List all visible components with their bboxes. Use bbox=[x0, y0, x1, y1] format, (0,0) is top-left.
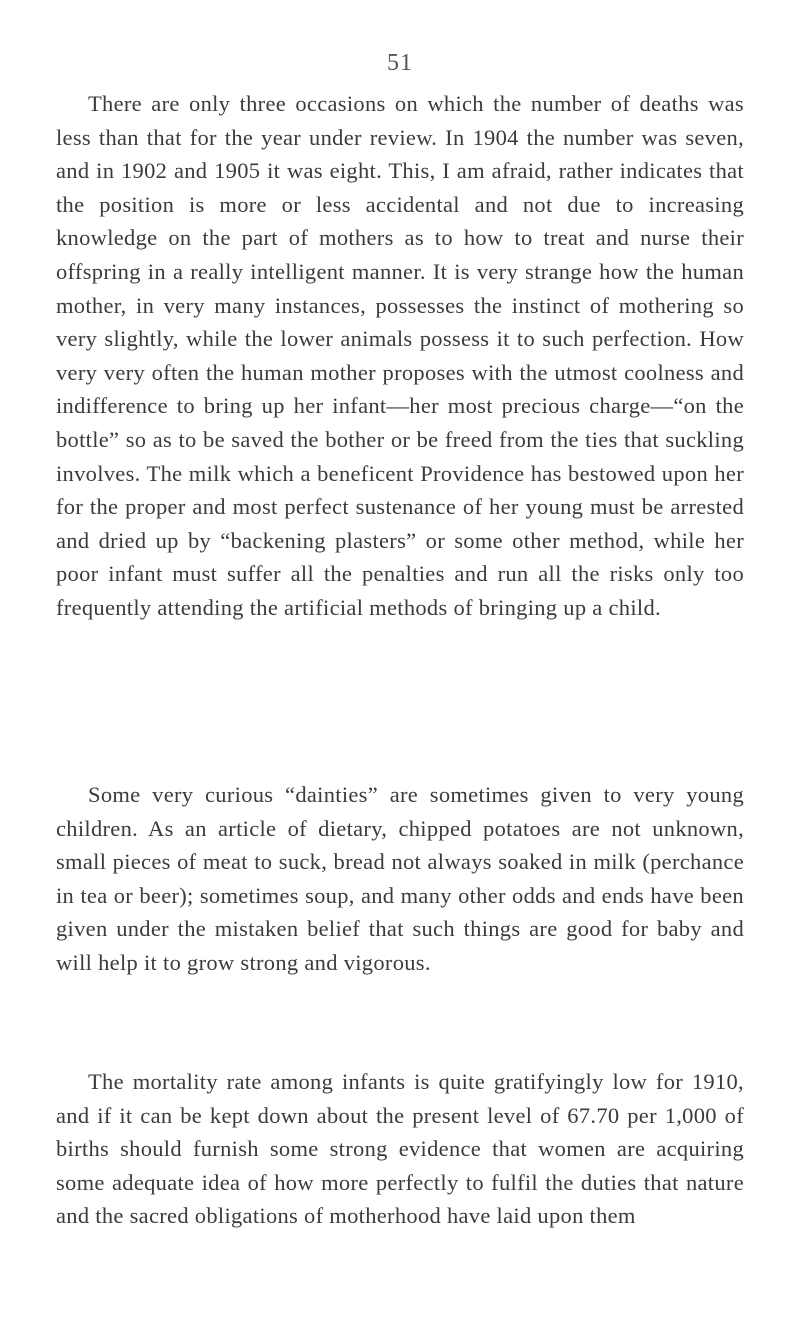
paragraph-2 bbox=[56, 778, 744, 980]
paragraph-3 bbox=[56, 1065, 744, 1233]
paragraph-1 bbox=[56, 87, 744, 625]
paragraph-text: The mortality rate among infants is quite gratifyingly low for 1910, and if it can be kept down about the present level of 67.70 per 1,000 of births should furnish some strong evidence that women are acquiring some adequate idea of how more perfectly to fulfil the duties that nature and the sacred obligations of motherhood have laid upon them bbox=[56, 1069, 744, 1229]
paragraph-text: There are only three occasions on which the number of deaths was less than that for the year under review. In 1904 the number was seven, and in 1902 and 1905 it was eight. This, I am afraid, rather indicates that the position is more or less accidental and not due to increasing knowledge on the part of mothers as to how to treat and nurse their offspring in a really intelligent manner. It is very strange how the human mother, in very many instances, possesses the instinct of mothering so very slightly, while the lower animals possess it to such perfection. How very very often the human mother proposes with the utmost coolness and indifference to bring up her infant—her most precious charge—“on the bottle” so as to be saved the bother or be freed from the ties that suckling involves. The milk which a beneficent Providence has bestowed upon her for the proper and most perfect sustenance of her young must be arrested and dried up by “backening plasters” or some other method, while her poor infant must suffer all the penalties and run all the risks only too frequently attending the artificial methods of bringing up a child. bbox=[56, 91, 744, 620]
page-number: 51 bbox=[387, 50, 413, 76]
paragraph-text: Some very curious “dainties” are sometimes given to very young children. As an article of dietary, chipped potatoes are not unknown, small pieces of meat to suck, bread not always soaked in milk (perchance in tea or beer); sometimes soup, and many other odds and ends have been given under the mistaken belief that such things are good for baby and will help it to grow strong and vigorous. bbox=[56, 782, 744, 975]
